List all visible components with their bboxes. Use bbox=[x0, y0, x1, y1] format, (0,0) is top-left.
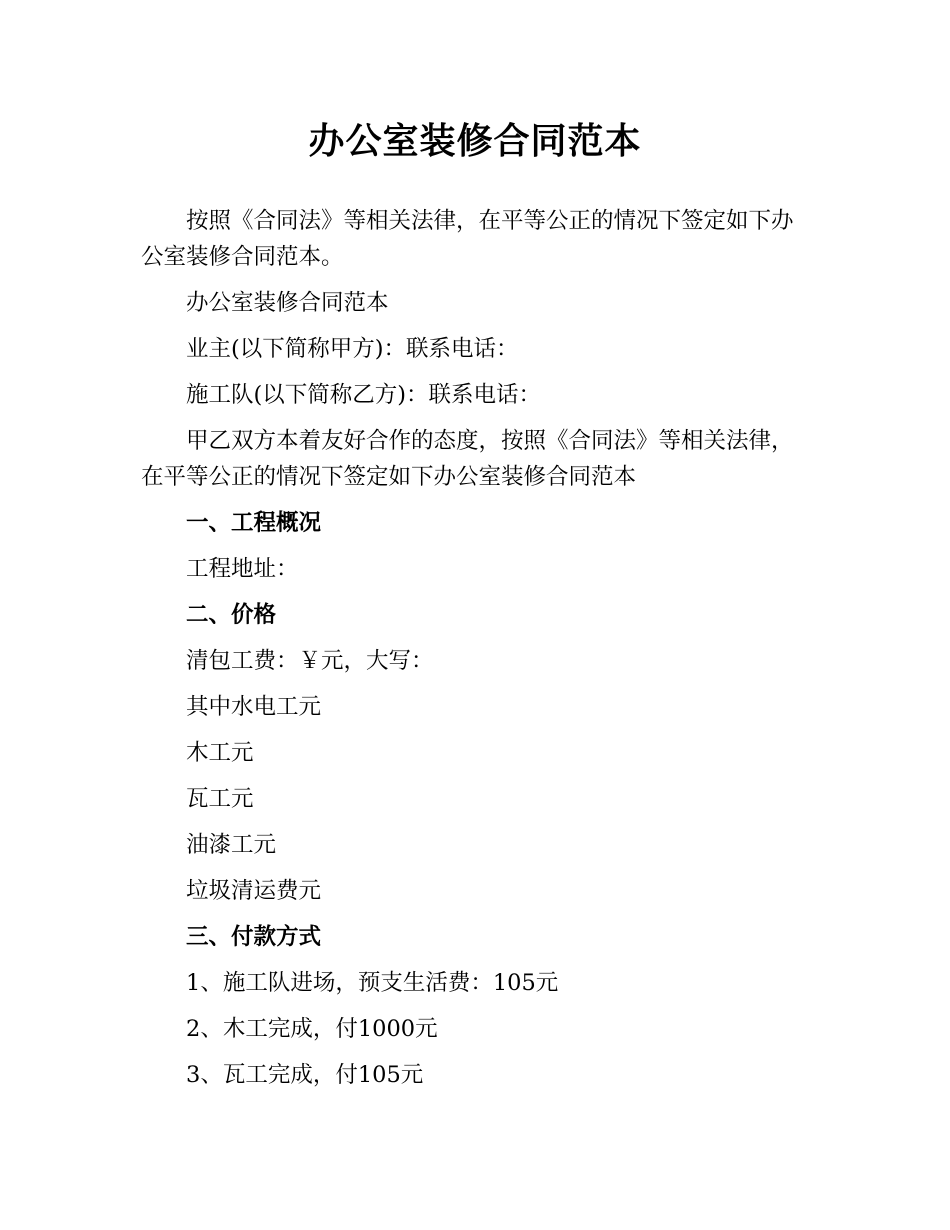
payment-item-1: 1、施工队进场，预支生活费：105元 bbox=[186, 970, 559, 996]
intro-paragraph: 按照《合同法》等相关法律，在平等公正的情况下签定如下办公室装修合同范本。 bbox=[141, 208, 794, 270]
painting-line: 油漆工元 bbox=[186, 832, 277, 858]
owner-line: 业主(以下简称甲方)：联系电话： bbox=[186, 336, 519, 362]
section-heading-payment: 三、付款方式 bbox=[186, 924, 322, 950]
payment-item-3: 3、瓦工完成，付105元 bbox=[186, 1062, 424, 1088]
section-heading-project-overview: 一、工程概况 bbox=[186, 510, 322, 536]
document-body bbox=[141, 203, 811, 1103]
section-heading-price: 二、价格 bbox=[186, 602, 277, 628]
plumbing-electrical-line: 其中水电工元 bbox=[186, 694, 322, 720]
contractor-line: 施工队(以下简称乙方)：联系电话： bbox=[186, 382, 542, 408]
carpentry-line: 木工元 bbox=[186, 740, 254, 766]
waste-removal-line: 垃圾清运费元 bbox=[186, 878, 322, 904]
document-title: 办公室装修合同范本 bbox=[308, 121, 642, 162]
agreement-paragraph: 甲乙双方本着友好合作的态度，按照《合同法》等相关法律，在平等公正的情况下签定如下办公室装修合同范本 bbox=[141, 428, 794, 490]
labor-fee-line: 清包工费：￥元，大写： bbox=[186, 648, 434, 674]
project-address-line: 工程地址： bbox=[186, 556, 299, 582]
tiling-line: 瓦工元 bbox=[186, 786, 254, 812]
payment-item-2: 2、木工完成，付1000元 bbox=[186, 1016, 438, 1042]
contract-name-line: 办公室装修合同范本 bbox=[186, 290, 389, 316]
